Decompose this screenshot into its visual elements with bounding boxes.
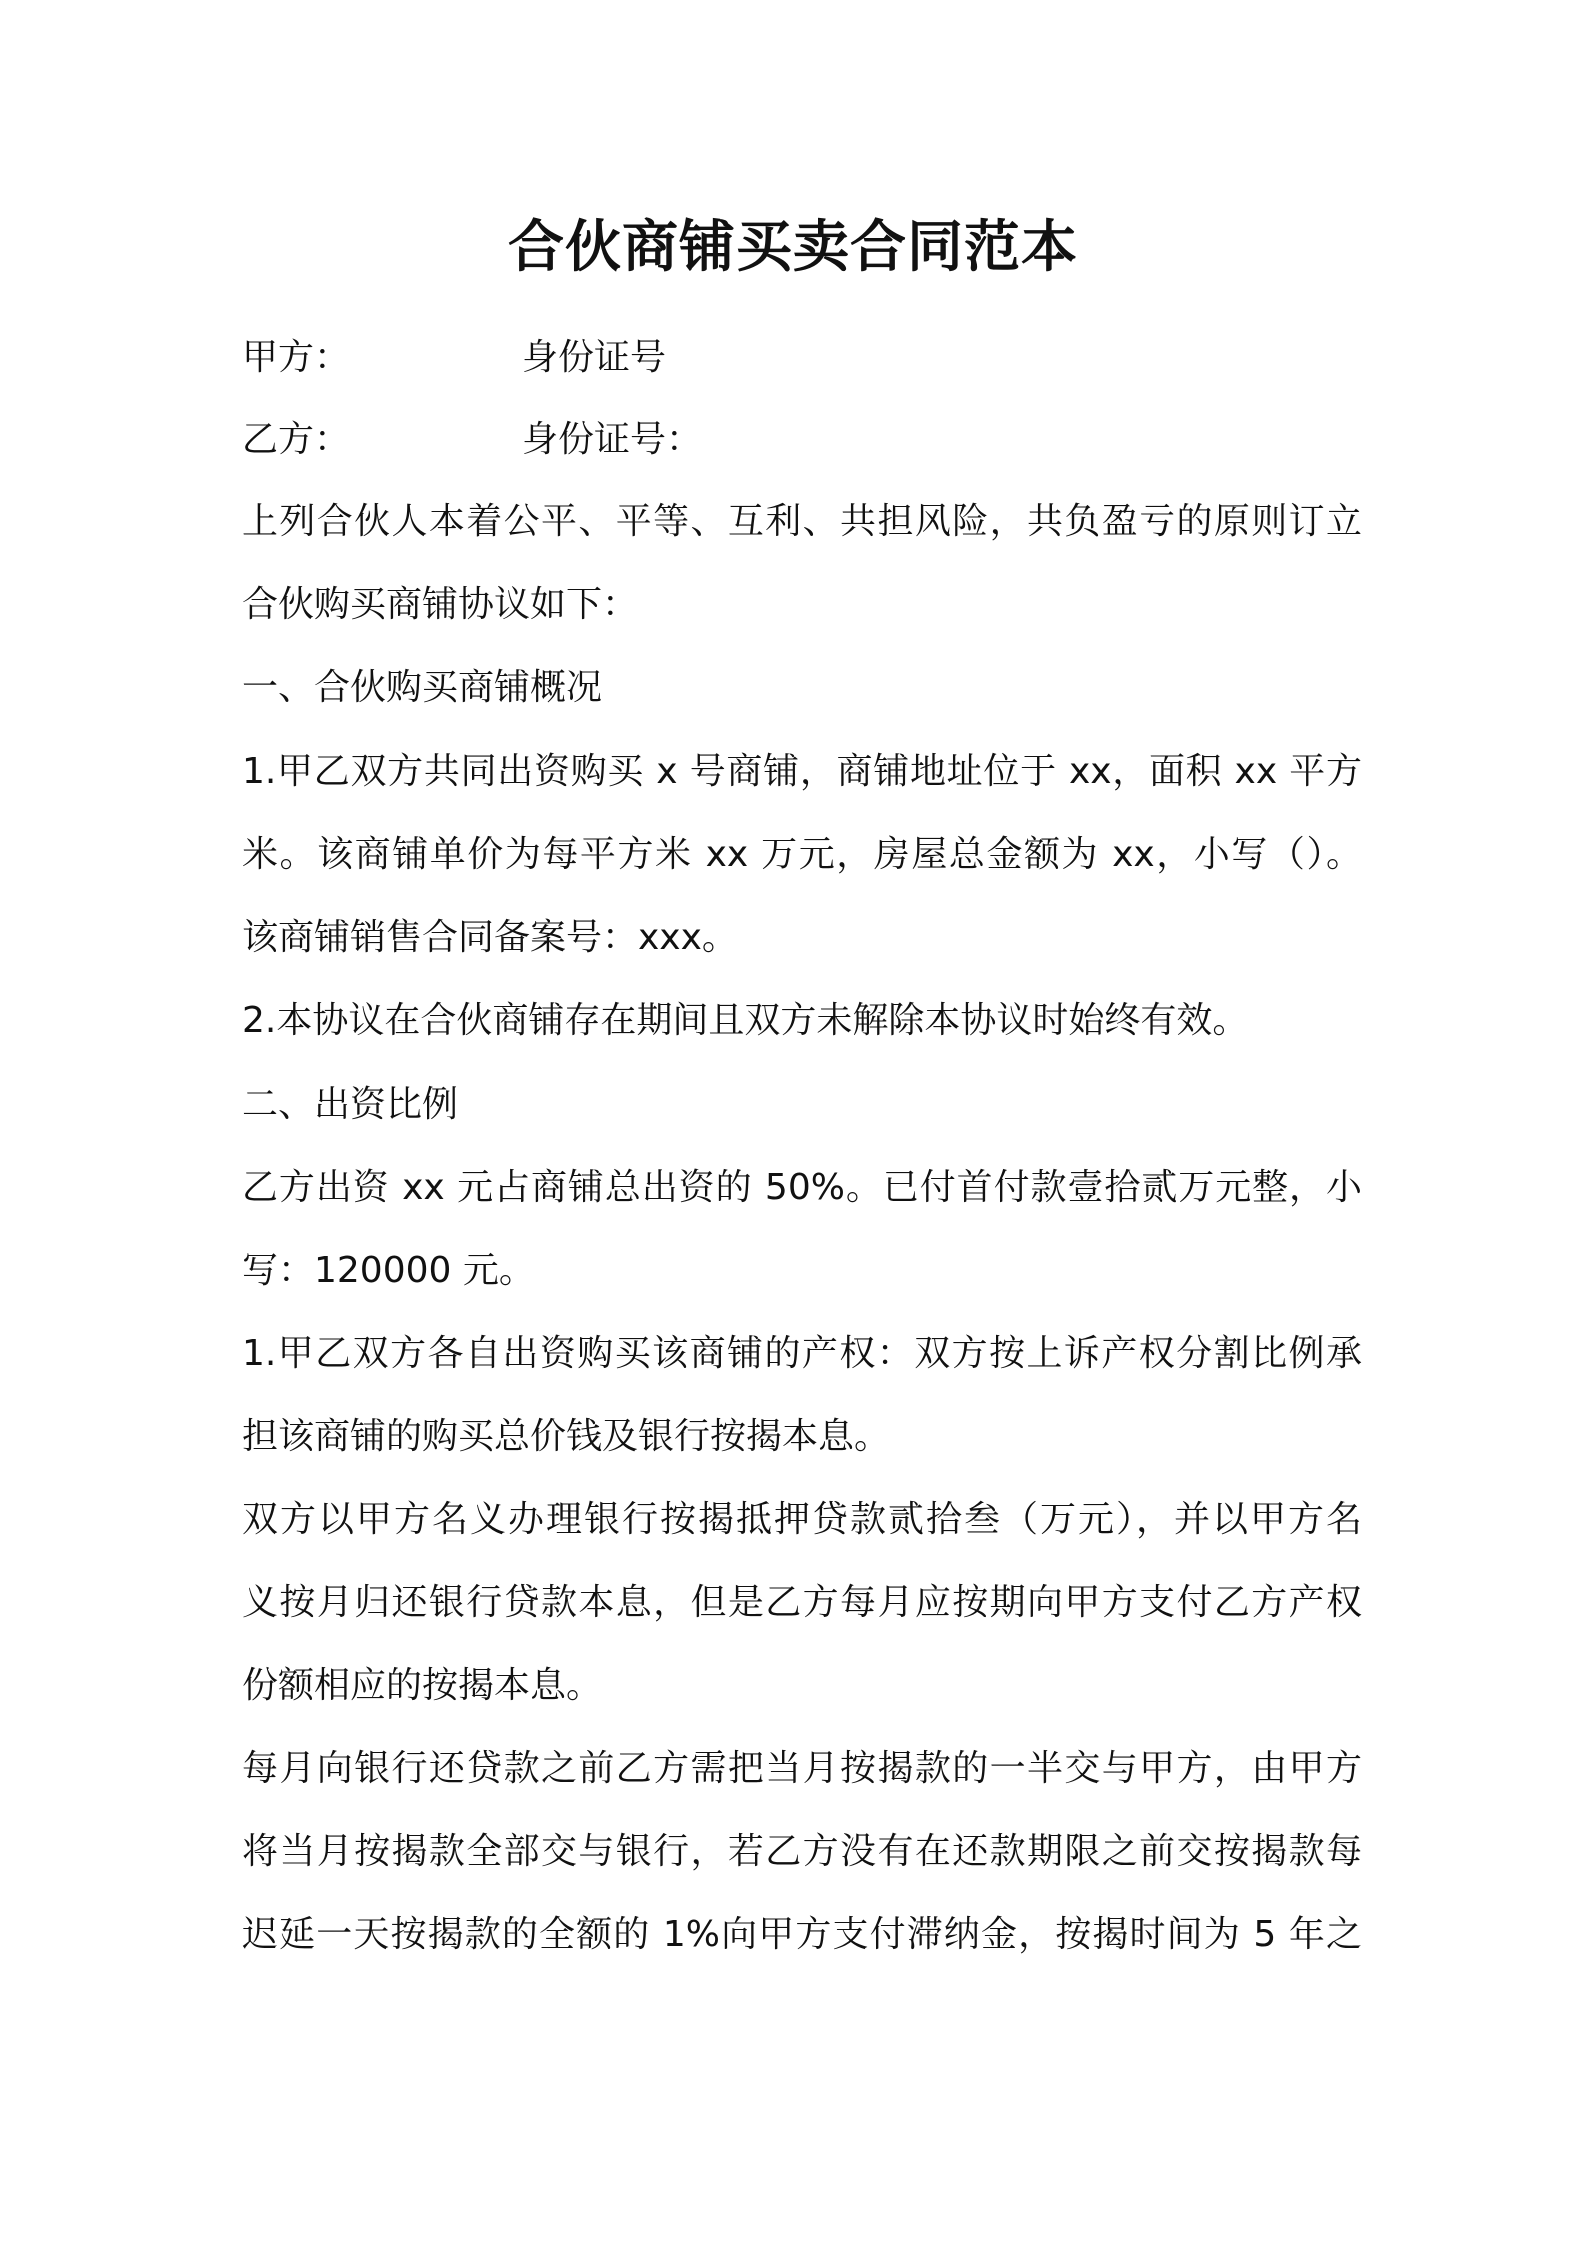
section-heading: 二、出资比例 bbox=[242, 1084, 459, 1125]
text-line: 写：120000 元。 bbox=[242, 1250, 535, 1291]
text-line: 每月向银行还贷款之前乙方需把当月按揭款的一半交与甲方，由甲方 bbox=[242, 1748, 1362, 1789]
section-heading: 一、合伙购买商铺概况 bbox=[242, 667, 603, 708]
party-a-row bbox=[242, 328, 1362, 388]
party-b-id-label: 身份证号： bbox=[522, 419, 703, 460]
text-line: 合伙购买商铺协议如下： bbox=[242, 584, 639, 625]
document-title: 合伙商铺买卖合同范本 bbox=[508, 215, 1078, 280]
text-line: 2.本协议在合伙商铺存在期间且双方未解除本协议时始终有效。 bbox=[242, 1000, 1249, 1041]
party-b-row bbox=[242, 410, 1362, 470]
party-a-id-label: 身份证号 bbox=[522, 337, 667, 378]
text-line: 将当月按揭款全部交与银行，若乙方没有在还款期限之前交按揭款每 bbox=[242, 1831, 1362, 1872]
text-line: 份额相应的按揭本息。 bbox=[242, 1665, 603, 1706]
text-line: 义按月归还银行贷款本息，但是乙方每月应按期向甲方支付乙方产权 bbox=[242, 1582, 1362, 1623]
text-line: 1.甲乙双方共同出资购买 x 号商铺，商铺地址位于 xx，面积 xx 平方 bbox=[242, 751, 1362, 792]
text-line: 乙方出资 xx 元占商铺总出资的 50%。已付首付款壹拾贰万元整，小 bbox=[242, 1167, 1362, 1208]
text-line: 双方以甲方名义办理银行按揭抵押贷款贰拾叁（万元），并以甲方名 bbox=[242, 1499, 1362, 1540]
party-b-label: 乙方： bbox=[242, 419, 351, 460]
text-line: 上列合伙人本着公平、平等、互利、共担风险，共负盈亏的原则订立 bbox=[242, 501, 1362, 542]
text-line: 迟延一天按揭款的全额的 1%向甲方支付滞纳金，按揭时间为 5 年之 bbox=[242, 1914, 1362, 1955]
text-line: 1.甲乙双方各自出资购买该商铺的产权：双方按上诉产权分割比例承 bbox=[242, 1333, 1362, 1374]
text-line: 该商铺销售合同备案号：xxx。 bbox=[242, 917, 738, 958]
text-line: 米。该商铺单价为每平方米 xx 万元，房屋总金额为 xx，小写（）。 bbox=[242, 834, 1362, 875]
text-line: 担该商铺的购买总价钱及银行按揭本息。 bbox=[242, 1416, 891, 1457]
party-a-label: 甲方： bbox=[242, 337, 351, 378]
